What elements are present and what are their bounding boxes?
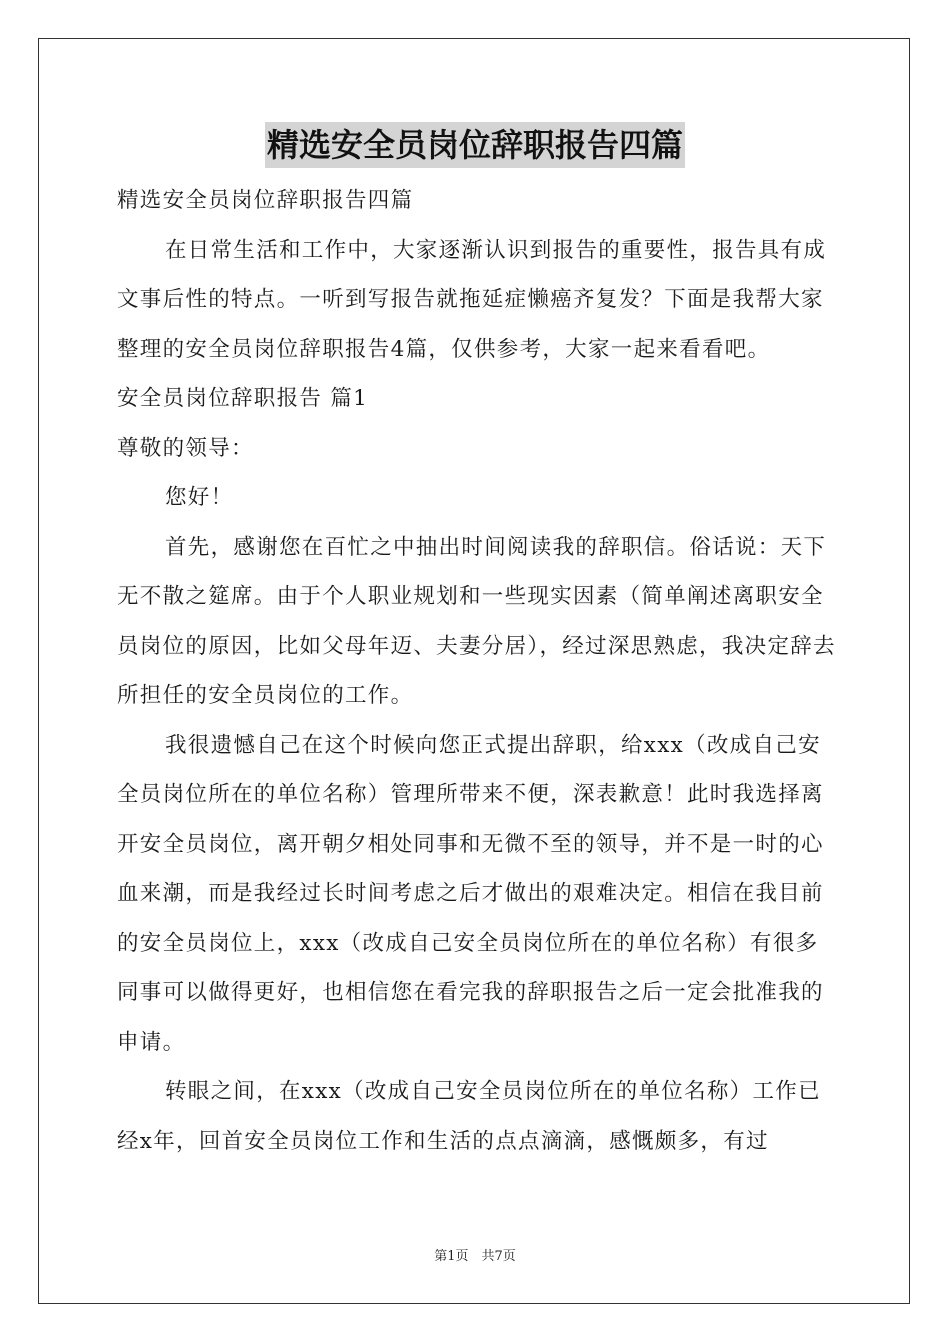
document-title: 精选安全员岗位辞职报告四篇 [265, 122, 685, 168]
section-heading: 安全员岗位辞职报告 篇1 [117, 386, 369, 411]
page-number-footer: 第1页 共7页 [434, 1249, 516, 1264]
paragraph: 精选安全员岗位辞职报告四篇 [117, 188, 414, 213]
paragraph: 转眼之间，在xxx（改成自己安全员岗位所在的单位名称）工作已经x年，回首安全员岗位工作和生活的点点滴滴，感慨颇多，有过 [117, 1079, 821, 1154]
paragraph: 首先，感谢您在百忙之中抽出时间阅读我的辞职信。俗话说：天下无不散之筵席。由于个人职业规划和一些现实因素（简单阐述离职安全员岗位的原因，比如父母年迈、夫妻分居），经过深思熟虑，我决定辞去所担任的安全员岗位的工作。 [117, 534, 836, 708]
paragraph: 我很遗憾自己在这个时候向您正式提出辞职，给xxx（改成自己安全员岗位所在的单位名称）管理所带来不便，深表歉意！此时我选择离开安全员岗位，离开朝夕相处同事和无微不至的领导，并不是一时的心血来潮，而是我经过长时间考虑之后才做出的艰难决定。相信在我目前的安全员岗位上，xxx（改成自己安全员岗位所在的单位名称）有很多同事可以做得更好，也相信您在看完我的辞职报告之后一定会批准我的申请。 [117, 732, 824, 1055]
title-container [0, 122, 950, 168]
document-body [117, 176, 837, 1166]
salutation: 尊敬的领导： [117, 435, 254, 461]
greeting: 您好！ [165, 485, 234, 510]
paragraph: 在日常生活和工作中，大家逐渐认识到报告的重要性，报告具有成文事后性的特点。一听到写报告就拖延症懒癌齐复发？下面是我帮大家整理的安全员岗位辞职报告4篇，仅供参考，大家一起来看看吧。 [117, 237, 827, 362]
